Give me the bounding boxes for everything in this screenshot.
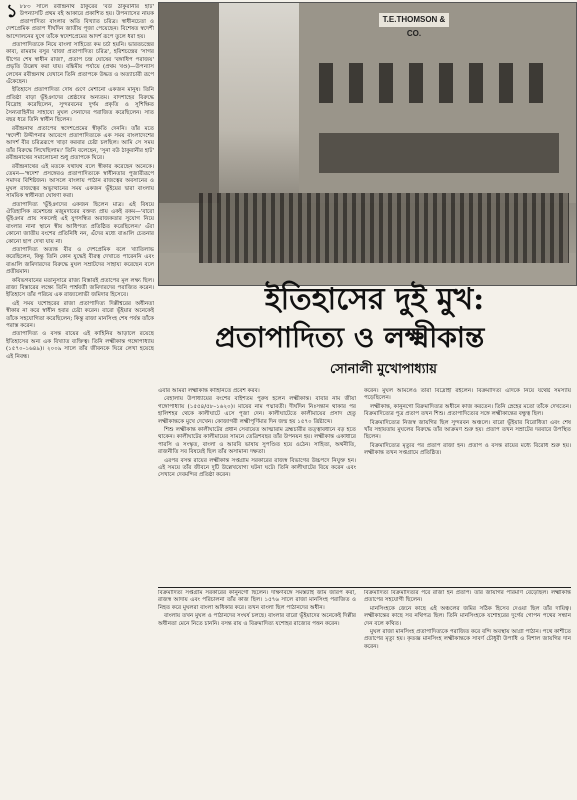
window bbox=[349, 63, 363, 103]
lower-right-paragraph: মুঘল রাজা মানসিংহ প্রতাপাদিত্যকে পরাজিত করে বন্দি অবস্থায় আগ্রা পাঠান। পথে কাশীতে প্রতাপের মৃত্যু হয়। কৃতজ্ঞ মানসিংহ লক্ষ্মীকান্তকে সাবর্ণ চৌধুরী উপাধি ও বিশাল জায়গির দান করেন। bbox=[364, 629, 571, 650]
window bbox=[439, 63, 453, 103]
right-paragraph: বিক্রমাদিত্যের মৃত্যুর পর প্রতাপ রাজা হন। প্রতাপ ও বসন্ত রায়ের মধ্যে বিরোধ শুরু হয়। লক্ষ্মীকান্ত তখন সপ্তগ্রামে প্রতিষ্ঠিত। bbox=[364, 442, 571, 457]
dropcap: ১ bbox=[6, 4, 18, 22]
building-facade bbox=[299, 3, 576, 203]
middle-paragraph: শিশু লক্ষ্মীকান্ত কালীঘাটের প্রধান সেবায়েত আত্মারাম ব্রহ্মচারীর তত্ত্বাবধানে বড় হতে থাকেন। কালীঘাটের কালীমায়ের সামনে তেত্রিশবছর তাঁর উপনয়ন হয়। লক্ষ্মীকান্ত একাধারে পারসি ও সংস্কৃত, বাংলা ও আরবি ভাষায় সুপণ্ডিত হয়ে ওঠেন। সাহিত্য, অর্থনীতি, রাজনীতি সব বিষয়েই ছিল তাঁর অসামান্য দক্ষতা। bbox=[158, 427, 356, 456]
shopfront bbox=[319, 133, 559, 173]
left-paragraph: ১ ৮৮৩ সালে রবীন্দ্রনাথ ঠাকুরের 'বউ ঠাকুরানীর হাট' উপন্যাসটি প্রথম বই আকারে প্রকাশিত হয়। উপন্যাসের নায়ক প্রতাপাদিত্য বাংলার অতি বিখ্যাত চরিত্র। স্বাধীনচেতা ও দেশপ্রেমিক প্রতাপ দীর্ঘদিন জাতীয় পূজা পেয়েছেন। বিশেষত স্বদেশী আন্দোলনের যুগে তাঁকে স্বদেশপ্রেমের আদর্শ রূপে তুলে ধরা হয়। bbox=[6, 4, 154, 40]
window bbox=[319, 63, 333, 103]
shop-sign: T.E.THOMSON & CO. bbox=[379, 13, 449, 27]
window bbox=[529, 63, 543, 103]
lower-right-paragraph: মানসিংহকে জেনে কাছে এই অঞ্চলের জমির সঠিক হিসেব দেওয়া ছিল তাঁর দায়িত্ব। লক্ষ্মীকান্তের কাছে সব নথিপত্র ছিল। তিনি মানসিংহকে যশোহরের দুর্গের গোপন পথের সন্ধান দেন বলে কথিত। bbox=[364, 605, 571, 627]
historical-street-photo bbox=[158, 2, 577, 286]
right-paragraph: করেন। মুঘল আমলেও তাঁরা বিদ্রোহী রইলেন। বিক্রমাদিত্য এদিকে নিয়ে যথেষ্ট সমস্যায় পড়েছিলেন। bbox=[364, 388, 571, 402]
lower-middle-paragraph: বাংলায় তখন মুঘল ও পাঠানদের সংঘর্ষ চলছে। বাংলার বারো ভূঁইয়াদের অনেকেই দিল্লীর অধীনতা মেনে নিতে চাননি। বসন্ত রায় ও বিক্রমাদিত্য যশোহর রাজ্যের পত্তন করেন। bbox=[158, 613, 356, 627]
intro-line: এবার আমরা লক্ষ্মীকান্ত কাহিনিতে প্রবেশ করব। bbox=[158, 388, 260, 394]
left-paragraph: প্রতাপাদিত্য 'ভুঁইঞাদের একজন ছিলেন মাত্র। এই বিষয়ে ঐতিহাসিক রমেশচন্দ্র মজুমদারের বক্তব্য প্রায় একই রকম—'বারো ভূঁইঞার প্রায় সকলেই এই যুগসন্ধির অরাজকতার সুযোগ নিয়ে বাংলার নানা স্থানে স্বীয় আধিপত্য প্রতিষ্ঠিত করেছিলেন।' এঁরা কোনো জাতীয় বংশের প্রতিনিধি নন, এঁদের মধ্যে বাঙালি চেতনার কোনো ছাপ দেখা যায় না। bbox=[6, 201, 154, 245]
left-column bbox=[6, 4, 154, 796]
left-paragraph: এই সময় যশোহরের রাজা প্রতাপাদিত্য দিল্লীশ্বরের অধীনতা স্বীকার না করে স্বাধীন হবার চেষ্টা করেন। বারো ভূঁইয়ার অনেকেই তাঁকে সহযোগিতা করেছিলেন; কিন্তু রাজা মানসিংহ শেষ পর্যন্ত তাঁকে পরাস্ত করেন। bbox=[6, 300, 154, 330]
left-paragraph: ইতিহাসে প্রতাপাদিত্য দোষ গুণে মেশানো একজন মানুষ। তিনি প্রতিষ্ঠা বাড়া ভূঁইঞাদের শ্রেষ্ঠদের অন্যতম। বাদশাহের বিরুদ্ধে বিদ্রোহ করেছিলেন, সুন্দরবনের দুর্গম প্রকৃতি ও সুশিক্ষিত সৈন্যবাহিনীর সাহায্যে মুঘল সেনাদের পরাজিত করেছিলেন। সাত বছর ধরে তিনি স্বাধীন ছিলেন। bbox=[6, 87, 154, 124]
window bbox=[499, 63, 513, 103]
lower-middle-paragraph: বিক্রমাদিত্য সপ্তগ্রাম সরকারের কানুনগো ছিলেন। দক্ষিণবঙ্গে সমস্তটাই জমি জরিপ করা, রাজস্ব আদায় এবং পরিচালনা তাঁর কাজ ছিল। ১৫৭৬ সালে রাজা মানসিংহ পরাজিত ও নিহত করে মুঘলরা বাংলা অধিকার করে। তখন বাংলা ছিল পাঠানদের অধীন। bbox=[158, 590, 356, 611]
title-line-2: প্রতাপাদিত্য ও লক্ষ্মীকান্ত bbox=[215, 321, 485, 354]
left-paragraph: কবিভগবানের মতানুসারে রাজ্য বিস্তারই প্রতাপের মূল লক্ষ্য ছিল। রাজ্য বিস্তারের লক্ষ্যে তিনি পার্শ্ববর্তী জমিদারদের পরাজিত করেন। ইতিহাসে তাঁর পরিচয় এক রাজ্যলোভী জমিদার হিসেবে। bbox=[6, 277, 154, 299]
column-divider bbox=[158, 587, 571, 588]
cavalry-procession bbox=[199, 193, 569, 263]
right-paragraph: লক্ষ্মীকান্ত, কানুনগো বিক্রমাদিত্যর অধীনে কাজ করতেন। তিনি স্নেহের মতো তাঁকে দেখতেন। বিক্রমাদিত্যের পুত্র প্রতাপ তখন শিশু। প্রতাপাদিত্যের সঙ্গে লক্ষ্মীকান্তের বন্ধুত্ব ছিল। bbox=[364, 403, 571, 418]
window bbox=[469, 63, 483, 103]
right-column bbox=[364, 388, 571, 586]
left-paragraph: রবীন্দ্রনাথের এই মতকে যথাযথ বলে স্বীকার করেছেন অনেকে। তেমন—'স্বদেশ' প্রসঙ্গেরও প্রতাপাদিত্যকে স্বাধীনতার পুজারীরূপে সমাদর বিশিষ্টজন। আসলে বাংলায় পাঠান রাজত্বের অবসানের ও মুঘল রাজত্বের অভ্যুত্থানের সময় একজন ভূঁইয়ের দ্বারা বাংলায় সাময়িক স্বাধীনতা ঘোষণা করা। bbox=[6, 163, 154, 200]
title-line-1: ইতিহাসের দুই মুখ: bbox=[265, 282, 485, 317]
lower-right-paragraph: বিক্রমাদিত্য বিক্রমাদিত্যর পরে রাজা হন প্রতাপ। তাঁর জায়গির পরিমাণ বেড়েছিল। লক্ষ্মীকান্ত প্রতাপের সহযোগী ছিলেন। bbox=[364, 590, 571, 604]
left-paragraph: প্রতাপাদিত্য অত্যন্ত বীর ও দেশপ্রেমিক বলে খ্যাতিলাভ করেছিলেন, কিন্তু তিনি কোন যুদ্ধেই বীরত্ব দেখাতে পারেননি এবং বাঙালি জমিদারদের বিরুদ্ধে মুঘল সম্রাটদের সাহায্য করেছেন বলে প্রতীয়মান। bbox=[6, 247, 154, 276]
window bbox=[379, 63, 393, 103]
left-paragraph: প্রতাপাদিত্যকে নিয়ে বাংলা সাহিত্যে কম চর্চা হয়নি। ভারতচন্দ্রের কাব্য, রামরাম বসুর 'রাজা প্রতাপাদিত্য চরিত্র', হরিশচন্দ্রের 'সাগর দ্বীপের শেষ স্বাধীন রাজা', প্রতাপ চন্দ্র ঘোষের 'বঙ্গাধিপ পরাজয়' প্রভৃতি উল্লেখ করা যায়। বঙ্কিমীয় পর্যায়ে (প্রথম খণ্ড)—উপন্যাস লেখেন রবীন্দ্রনাথ যেখানে তিনি প্রতাপকে উদ্ধত ও অত্যাচারী রূপে এঁকেছেন। bbox=[6, 42, 154, 86]
tree-silhouette bbox=[159, 3, 219, 203]
lower-right-column bbox=[364, 590, 571, 796]
right-paragraph: বিক্রমাদিত্যের নিজস্ব জায়গির ছিল সুন্দরবন অঞ্চলে। বারো ভূঁইয়ার বিরোধিতা এবং শেষ খাঁর সহায়তায় মুঘলের বিরুদ্ধে তাঁর আক্রমণ শুরু হয়। প্রতাপ তখন সম্রাটের দরবারে উপস্থিত ছিলেন। bbox=[364, 419, 571, 441]
lower-middle-column bbox=[158, 590, 356, 796]
left-paragraph: রবীন্দ্রনাথ প্রতাপের স্বদেশপ্রেমের স্বীকৃতি দেননি। তাঁর মতে 'স্বদেশী উদ্দীপনার আবেগে প্রতাপাদিত্যকে এক সময় বাংলাদেশের আদর্শ বীর চরিত্ররূপে খাড়া করবার চেষ্টা চলছিল। আমি সে সময় তাঁর বিরুদ্ধে লিখেছিলাম।' তিনি বলেছেন, 'সুনা বউ ঠাকুরানীর হাট' রবীন্দ্রনাথের সমালোচনা শুধু প্রতাপকে ঘিরে। bbox=[6, 125, 154, 162]
author-byline: সোনালী মুখোপাধ্যায় bbox=[330, 362, 437, 377]
middle-column bbox=[158, 388, 356, 586]
left-paragraph: প্রতাপাদিত্য ও বসন্ত রায়ের এই কাহিনির আড়ালে রয়েছে ইতিহাসের অন্য এক বিখ্যাত ব্যক্তিত্ব। তিনি লক্ষ্মীকান্ত গঙ্গোপাধ্যায় (১৫৭০–১৬৪৯)। ২০০৯ সালে তাঁর জীবনকে ঘিরে লেখা হয়েছে এই নিবন্ধ। bbox=[6, 331, 154, 360]
middle-paragraph: এরপর বসন্ত রায়ের লক্ষ্মীকান্ত সপ্তগ্রাম সরকারের রাজস্ব বিভাগের উচ্চপদে নিযুক্ত হন। এই সময়ে তাঁর জীবনে দুটি উল্লেখযোগ্য ঘটনা ঘটে। তিনি কালীঘাটের বিয়ে করেন এবং সেখানে দেবমন্দির প্রতিষ্ঠা করেন। bbox=[158, 457, 356, 479]
middle-paragraph: বেহালায় উপাধ্যায়ের বংশের বাইশতম পুরুষ হলেন লক্ষ্মীকান্ত। বাবার নাম জীয়া গঙ্গোপাধ্যায় (১৫৫৪/৫৮–১৬২০)। মায়ের নাম পদ্মাবতী। দীর্ঘদিন নিঃসন্তান থাকার পর হালিশহর থেকে কালীঘাটে এসে পূজা দেন। কালীঘাটেতে কালীমায়ের প্রসাদ হেতু লক্ষ্মীকান্তকে মুখে দেখেন। কোজাগরী লক্ষ্মীপূর্ণিমার দিন জন্ম হয় ১৫৭০ খ্রিষ্টাব্দে। bbox=[158, 396, 356, 425]
window bbox=[409, 63, 423, 103]
